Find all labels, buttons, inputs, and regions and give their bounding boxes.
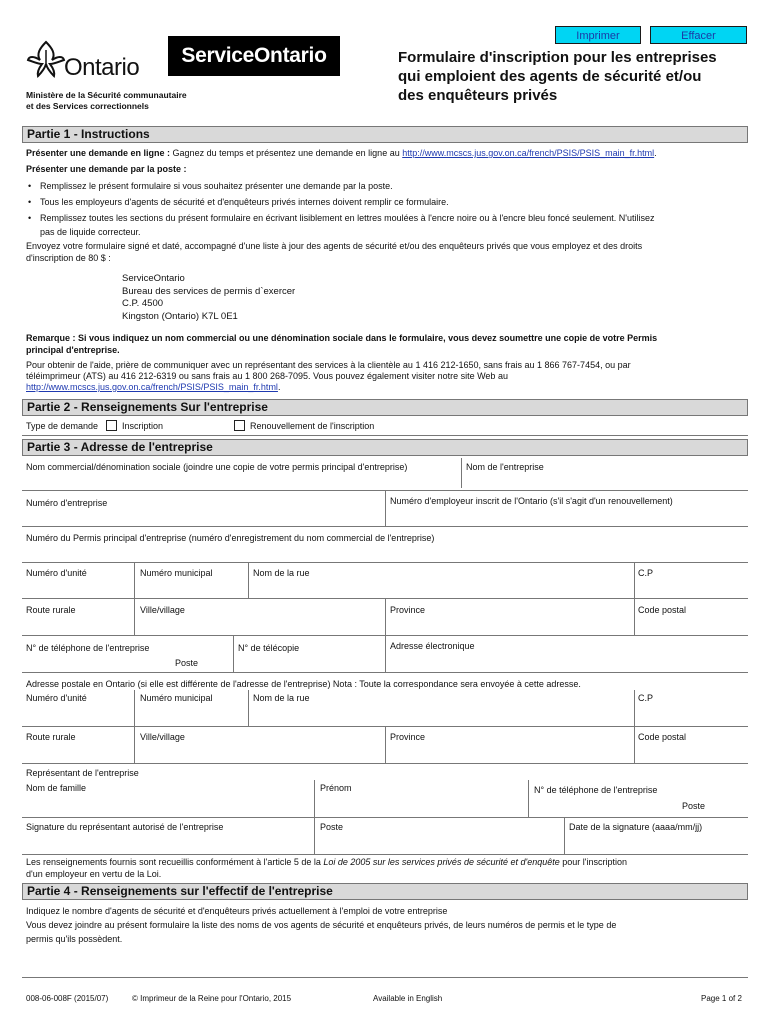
representative-heading: Représentant de l'entreprise [26,768,139,778]
commercial-name-input[interactable] [24,474,458,488]
divider [134,562,135,598]
divider [233,635,234,672]
phone-ext-label: Poste [175,658,199,668]
mailing-address [122,273,295,323]
form-number: 008-06-008F (2015/07) [26,994,109,1003]
logo-text: Ontario [64,54,140,81]
divider [314,817,315,854]
remark-text: principal d'entreprise. [26,345,120,355]
divider [461,458,462,488]
address-line: Bureau des services de permis d`exercer [122,285,296,297]
mail-label: Présenter une demande par la poste : [26,164,187,174]
privacy-text: Les renseignements fournis sont recueillis conformément à l'article 5 de la [26,857,324,867]
available-in-english: Available in English [373,994,443,1003]
privacy-notice-line2: d'un employeur en vertu de la Loi. [26,869,162,879]
employer-number-label: Numéro d'employeur inscrit de l'Ontario (s'il s'agit d'un renouvellement) [390,496,673,506]
divider [248,562,249,598]
last-name-label: Nom de famille [26,783,87,793]
divider [22,526,748,527]
mailing-address-note: Adresse postale en Ontario (si elle est différente de l'adresse de l'entreprise) Nota : Toute la correspondance sera envoyée à cette adresse. [26,679,581,689]
divider [314,780,315,817]
section-heading-part1: Partie 1 - Instructions [22,126,748,143]
help-link[interactable]: http://www.mcscs.jus.gov.on.ca/french/PSIS/PSIS_main_fr.html [26,382,278,392]
mail-street-number-label: Numéro municipal [140,693,213,703]
divider [385,598,386,635]
title-line: qui emploient des agents de sécurité et/ou [398,68,702,85]
help-end: . [277,382,281,392]
privacy-law: Loi de 2005 sur les services privés de sécurité et d'enquête [323,857,560,867]
serviceontario-brand: ServiceOntario [168,36,340,76]
bullet-icon: • [28,197,32,207]
divider [385,490,386,526]
section-heading-part4: Partie 4 - Renseignements sur l'effectif de l'entreprise [22,883,748,900]
bullet-text: Remplissez toutes les sections du présent formulaire en écrivant lisiblement en lettres moulées à l'encre noire ou à l'encre bleu foncé seulement. N'utilisez [40,213,655,223]
mail-province-label: Province [390,732,426,742]
inscription-checkbox[interactable] [106,420,117,431]
business-name-label: Nom de l'entreprise [466,462,544,472]
city-label: Ville/village [140,605,185,615]
divider [385,726,386,763]
province-label: Province [390,605,426,615]
help-link-line [26,382,280,393]
divider [22,763,748,764]
business-number-label: Numéro d'entreprise [26,498,108,508]
po-box-label: C.P [638,568,654,578]
mail-rural-route-label: Route rurale [26,732,76,742]
divider [634,690,635,726]
inscription-label: Inscription [122,421,164,431]
divider [22,817,748,818]
bullet-icon: • [28,213,32,223]
divider [22,562,748,563]
renewal-checkbox[interactable] [234,420,245,431]
ministry-name [26,90,187,112]
bullet-text: Tous les employeurs d'agents de sécurité et d'enquêteurs privés internes doivent remplir ce formulaire. [40,197,449,207]
staff-list-note: permis qu'ils possèdent. [26,934,123,944]
title-line: des enquêteurs privés [398,87,558,104]
address-line: C.P. 4500 [122,298,164,309]
email-label: Adresse électronique [390,641,475,651]
divider [134,690,135,726]
staff-count-label: Indiquez le nombre d'agents de sécurité et d'enquêteurs privés actuellement à l'emploi de votre entreprise [26,906,448,916]
postal-code-label: Code postal [638,605,687,615]
bullet-icon: • [28,181,32,191]
divider [134,598,135,635]
copyright: © Imprimeur de la Reine pour l'Ontario, 2015 [132,994,292,1003]
street-number-label: Numéro municipal [140,568,213,578]
form-title [398,48,758,105]
mail-city-label: Ville/village [140,732,185,742]
rep-phone-label: N° de téléphone de l'entreprise [534,785,658,795]
clear-button[interactable]: Effacer [650,26,747,44]
section-heading-part3: Partie 3 - Adresse de l'entreprise [22,439,748,456]
address-line: ServiceOntario [122,273,185,284]
online-text: Gagnez du temps et présentez une demande en ligne au [170,148,403,158]
fax-label: N° de télécopie [238,643,300,653]
staff-list-note: Vous devez joindre au présent formulaire la liste des noms de vos agents de sécurité et enquêteurs privés, de leurs numéros de permis et le type de [26,920,617,930]
mail-po-box-label: C.P [638,693,654,703]
business-name-input[interactable] [464,474,746,488]
permit-number-label: Numéro du Permis principal d'entreprise (numéro d'enregistrement du nom commercial de l'entreprise) [26,533,435,543]
mail-unit-label: Numéro d'unité [26,693,87,703]
divider [385,635,386,672]
mail-postal-code-label: Code postal [638,732,687,742]
divider [22,977,748,978]
ministry-line: Ministère de la Sécurité communautaire [26,90,187,100]
signature-ext-label: Poste [320,822,344,832]
online-instruction: Présenter une demande en ligne : Gagnez du temps et présentez une demande en ligne au http://www.mcscs.jus.gov.on.ca/french/PSIS/PSIS_main_fr.html. [26,148,657,158]
rural-route-label: Route rurale [26,605,76,615]
trillium-icon [26,40,66,78]
unit-label: Numéro d'unité [26,568,87,578]
online-label: Présenter une demande en ligne : [26,148,171,158]
send-text: Envoyez votre formulaire signé et daté, accompagné d'une liste à jour des agents de sécurité et/ou des enquêteurs privés que vous employez et des droits [26,241,643,251]
ministry-line: et des Services correctionnels [26,101,149,111]
rep-phone-ext-label: Poste [682,801,706,811]
employer-number-input[interactable] [388,510,746,524]
bullet-text: pas de liquide correcteur. [40,227,141,237]
divider [134,726,135,763]
divider [634,726,635,763]
ontario-logo [26,40,146,82]
section-heading-part2: Partie 2 - Renseignements Sur l'entreprise [22,399,748,416]
bullet-text: Remplissez le présent formulaire si vous souhaitez présenter une demande par la poste. [40,181,393,191]
send-text: d'inscription de 80 $ : [26,253,111,263]
privacy-text: pour l'inscription [559,857,627,867]
street-name-label: Nom de la rue [253,568,310,578]
page-number: Page 1 of 2 [701,994,742,1003]
print-button[interactable]: Imprimer [555,26,641,44]
divider [528,780,529,817]
online-link[interactable]: http://www.mcscs.jus.gov.on.ca/french/PSIS/PSIS_main_fr.html [402,148,655,158]
mail-street-name-label: Nom de la rue [253,693,310,703]
title-line: Formulaire d'inscription pour les entreprises [398,49,717,66]
signature-date-label: Date de la signature (aaaa/mm/jj) [569,822,703,832]
business-number-input[interactable] [24,510,382,524]
divider [564,817,565,854]
privacy-notice [26,857,627,868]
signature-label: Signature du représentant autorisé de l'entreprise [26,822,224,832]
remark-text: Remarque : Si vous indiquez un nom commercial ou une dénomination sociale dans le formulaire, vous devez soumettre une copie de votre Permis [26,333,658,343]
address-line: Kingston (Ontario) K7L 0E1 [122,310,238,322]
divider [22,854,748,855]
renewal-label: Renouvellement de l'inscription [250,421,375,431]
divider [248,690,249,726]
commercial-name-label: Nom commercial/dénomination sociale (joindre une copie de votre permis principal d'entreprise) [26,462,408,472]
help-text: Pour obtenir de l'aide, prière de communiquer avec un représentant des services à la clientèle au 1 416 212-1650, sans frais au 1 866 767-7454, ou par [26,360,631,370]
help-text: téléimprimeur (ATS) au 416 212-6319 ou sans frais au 1 800 268-7095. Vous pouvez également visiter notre site Web au [26,371,508,381]
permit-number-input[interactable] [24,546,746,560]
divider [22,672,748,673]
divider [22,435,748,436]
divider [634,598,635,635]
request-type-label: Type de demande [26,421,99,431]
phone-label: N° de téléphone de l'entreprise [26,643,150,653]
divider [634,562,635,598]
first-name-label: Prénom [320,783,352,793]
